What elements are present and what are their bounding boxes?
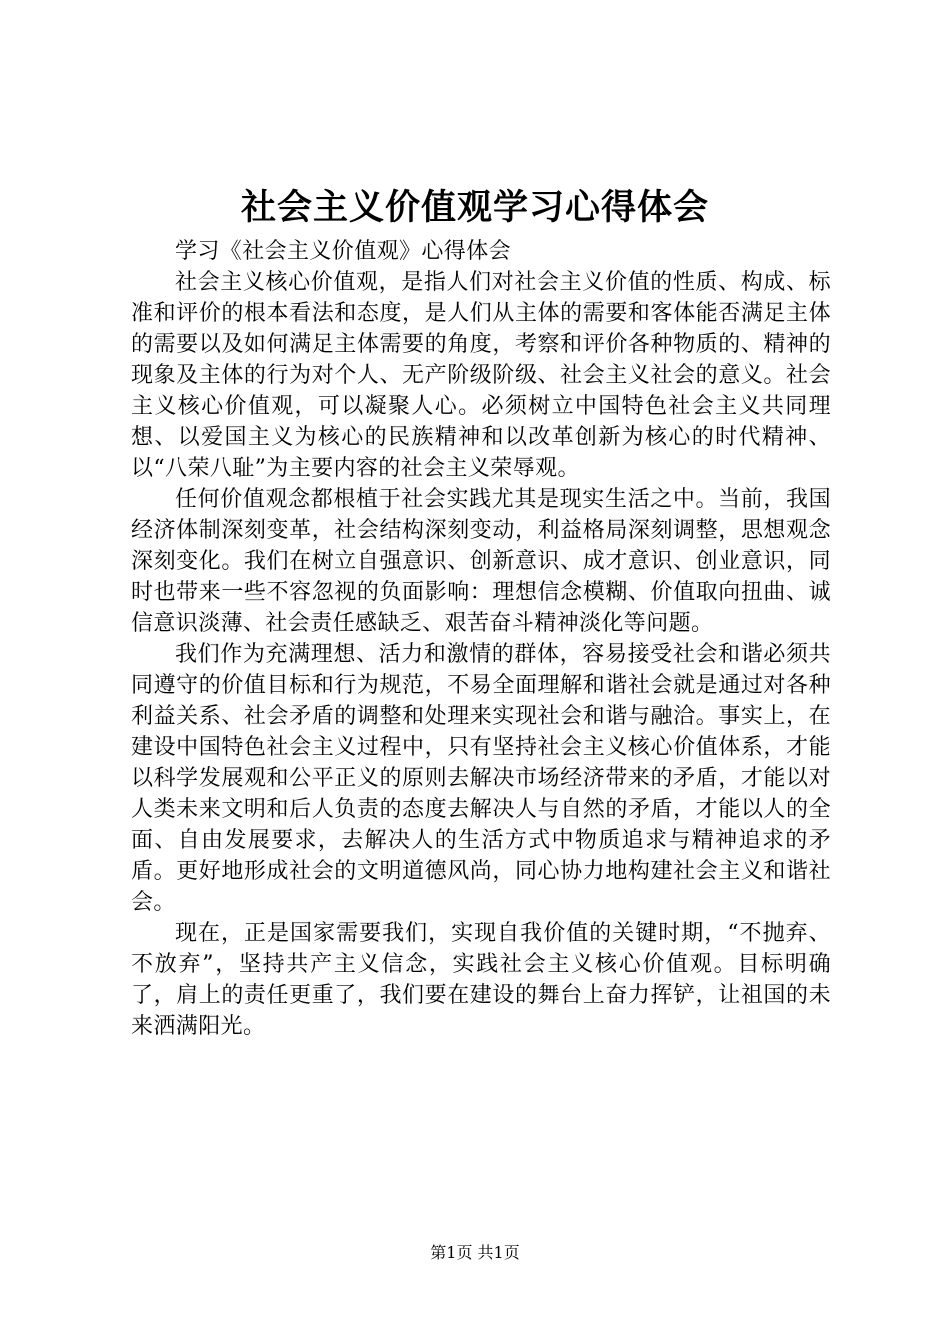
document-title: 社会主义价值观学习心得体会 <box>240 187 709 228</box>
paragraph-4: 现在，正是国家需要我们，实现自我价值的关键时期，“不抛弃、不放弃”，坚持共产主义信念，实践社会主义核心价值观。目标明确了，肩上的责任更重了，我们要在建设的舞台上奋力挥铲，让祖国的未来洒满阳光。 <box>131 921 831 1039</box>
paragraph-1: 社会主义核心价值观，是指人们对社会主义价值的性质、构成、标准和评价的根本看法和态度，是人们从主体的需要和客体能否满足主体的需要以及如何满足主体需要的角度，考察和评价各种物质的、精神的现象及主体的行为对个人、无产阶级阶级、社会主义社会的意义。社会主义核心价值观，可以凝聚人心。必须树立中国特色社会主义共同理想、以爱国主义为核心的民族精神和以改革创新为核心的时代精神、以“八荣八耻”为主要内容的社会主义荣辱观。 <box>131 270 831 481</box>
paragraph-3: 我们作为充满理想、活力和激情的群体，容易接受社会和谐必须共同遵守的价值目标和行为规范，不易全面理解和谐社会就是通过对各种利益关系、社会矛盾的调整和处理来实现社会和谐与融洽。事实上，在建设中国特色社会主义过程中，只有坚持社会主义核心价值体系，才能以科学发展观和公平正义的原则去解决市场经济带来的矛盾，才能以对人类未来文明和后人负责的态度去解决人与自然的矛盾，才能以人的全面、自由发展要求，去解决人的生活方式中物质追求与精神追求的矛盾。更好地形成社会的文明道德风尚，同心协力地构建社会主义和谐社会。 <box>131 642 831 915</box>
paragraph-2: 任何价值观念都根植于社会实践尤其是现实生活之中。当前，我国经济体制深刻变革，社会结构深刻变动，利益格局深刻调整，思想观念深刻变化。我们在树立自强意识、创新意识、成才意识、创业意识，同时也带来一些不容忽视的负面影响：理想信念模糊、价值取向扭曲、诚信意识淡薄、社会责任感缺乏、艰苦奋斗精神淡化等问题。 <box>131 487 831 636</box>
document-body <box>131 236 831 1042</box>
document-subtitle: 学习《社会主义价值观》心得体会 <box>175 239 512 264</box>
page-number-footer: 第1页 共1页 <box>430 1243 520 1262</box>
